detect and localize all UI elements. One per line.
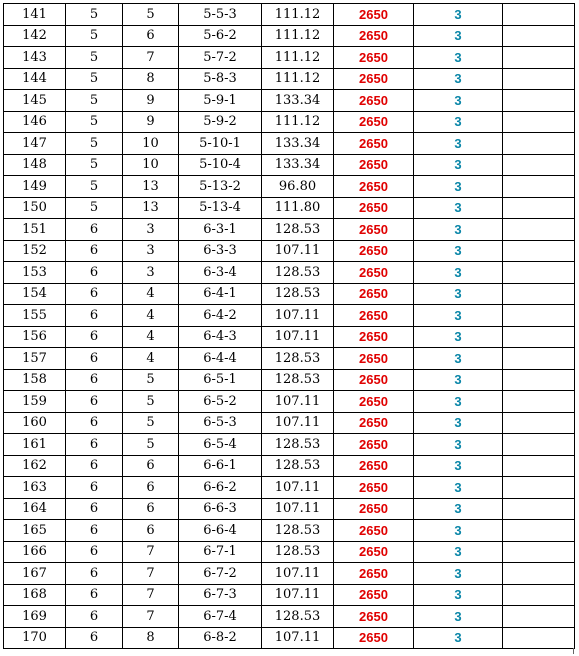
unit-code-cell: 6-5-1 [179, 369, 262, 391]
row-number-cell: 154 [4, 283, 66, 305]
building-cell: 6 [66, 520, 123, 542]
row-number-cell: 165 [4, 520, 66, 542]
building-cell: 6 [66, 262, 123, 284]
table-row [4, 90, 575, 112]
note-cell [503, 434, 575, 456]
row-number-cell: 157 [4, 348, 66, 370]
row-number-cell: 164 [4, 498, 66, 520]
building-cell: 5 [66, 197, 123, 219]
level-cell: 3 [414, 498, 503, 520]
level-cell: 3 [414, 477, 503, 499]
level-cell: 3 [414, 111, 503, 133]
table-row [4, 262, 575, 284]
note-cell [503, 498, 575, 520]
note-cell [503, 627, 575, 649]
price-cell: 2650 [334, 305, 414, 327]
unit-code-cell: 6-4-3 [179, 326, 262, 348]
price-cell: 2650 [334, 111, 414, 133]
row-number-cell: 159 [4, 391, 66, 413]
price-cell: 2650 [334, 606, 414, 628]
level-cell: 3 [414, 133, 503, 155]
floor-cell: 8 [123, 68, 179, 90]
table-row [4, 584, 575, 606]
area-cell: 128.53 [262, 434, 334, 456]
area-cell: 133.34 [262, 133, 334, 155]
unit-code-cell: 6-6-3 [179, 498, 262, 520]
level-cell: 3 [414, 47, 503, 69]
table-row [4, 477, 575, 499]
table-row [4, 197, 575, 219]
level-cell: 3 [414, 412, 503, 434]
row-number-cell: 143 [4, 47, 66, 69]
unit-table-body [4, 4, 575, 649]
area-cell: 128.53 [262, 262, 334, 284]
area-cell: 107.11 [262, 477, 334, 499]
level-cell: 3 [414, 25, 503, 47]
price-cell: 2650 [334, 563, 414, 585]
note-cell [503, 90, 575, 112]
level-cell: 3 [414, 68, 503, 90]
note-cell [503, 391, 575, 413]
row-number-cell: 151 [4, 219, 66, 241]
note-cell [503, 111, 575, 133]
floor-cell: 10 [123, 154, 179, 176]
table-row [4, 4, 575, 26]
level-cell: 3 [414, 391, 503, 413]
building-cell: 5 [66, 68, 123, 90]
note-cell [503, 219, 575, 241]
unit-table [3, 3, 575, 649]
price-cell: 2650 [334, 154, 414, 176]
unit-code-cell: 6-4-4 [179, 348, 262, 370]
note-cell [503, 176, 575, 198]
row-number-cell: 142 [4, 25, 66, 47]
level-cell: 3 [414, 240, 503, 262]
level-cell: 3 [414, 154, 503, 176]
level-cell: 3 [414, 455, 503, 477]
table-row [4, 627, 575, 649]
row-number-cell: 148 [4, 154, 66, 176]
building-cell: 6 [66, 606, 123, 628]
floor-cell: 6 [123, 477, 179, 499]
area-cell: 128.53 [262, 283, 334, 305]
row-number-cell: 152 [4, 240, 66, 262]
level-cell: 3 [414, 584, 503, 606]
unit-code-cell: 6-4-1 [179, 283, 262, 305]
level-cell: 3 [414, 219, 503, 241]
table-row [4, 606, 575, 628]
note-cell [503, 326, 575, 348]
price-cell: 2650 [334, 133, 414, 155]
unit-code-cell: 5-10-1 [179, 133, 262, 155]
level-cell: 3 [414, 305, 503, 327]
row-number-cell: 155 [4, 305, 66, 327]
building-cell: 6 [66, 477, 123, 499]
area-cell: 96.80 [262, 176, 334, 198]
table-row [4, 412, 575, 434]
row-number-cell: 162 [4, 455, 66, 477]
area-cell: 128.53 [262, 606, 334, 628]
row-number-cell: 169 [4, 606, 66, 628]
area-cell: 107.11 [262, 391, 334, 413]
building-cell: 5 [66, 47, 123, 69]
area-cell: 111.12 [262, 47, 334, 69]
level-cell: 3 [414, 4, 503, 26]
price-cell: 2650 [334, 455, 414, 477]
table-row [4, 391, 575, 413]
floor-cell: 8 [123, 627, 179, 649]
floor-cell: 3 [123, 219, 179, 241]
area-cell: 128.53 [262, 369, 334, 391]
row-number-cell: 161 [4, 434, 66, 456]
floor-cell: 7 [123, 47, 179, 69]
table-row [4, 520, 575, 542]
area-cell: 128.53 [262, 219, 334, 241]
table-row [4, 434, 575, 456]
building-cell: 6 [66, 326, 123, 348]
area-cell: 128.53 [262, 348, 334, 370]
floor-cell: 4 [123, 305, 179, 327]
level-cell: 3 [414, 369, 503, 391]
table-row [4, 455, 575, 477]
price-cell: 2650 [334, 434, 414, 456]
price-cell: 2650 [334, 369, 414, 391]
price-cell: 2650 [334, 498, 414, 520]
area-cell: 107.11 [262, 240, 334, 262]
building-cell: 6 [66, 563, 123, 585]
area-cell: 128.53 [262, 520, 334, 542]
area-cell: 107.11 [262, 498, 334, 520]
area-cell: 107.11 [262, 305, 334, 327]
area-cell: 107.11 [262, 412, 334, 434]
table-row [4, 240, 575, 262]
note-cell [503, 47, 575, 69]
table-row [4, 25, 575, 47]
unit-code-cell: 6-3-1 [179, 219, 262, 241]
note-cell [503, 68, 575, 90]
building-cell: 5 [66, 111, 123, 133]
unit-code-cell: 6-3-4 [179, 262, 262, 284]
price-cell: 2650 [334, 520, 414, 542]
building-cell: 5 [66, 154, 123, 176]
building-cell: 6 [66, 369, 123, 391]
row-number-cell: 145 [4, 90, 66, 112]
level-cell: 3 [414, 326, 503, 348]
row-number-cell: 160 [4, 412, 66, 434]
price-cell: 2650 [334, 4, 414, 26]
unit-code-cell: 6-3-3 [179, 240, 262, 262]
floor-cell: 5 [123, 369, 179, 391]
row-number-cell: 170 [4, 627, 66, 649]
unit-code-cell: 5-9-1 [179, 90, 262, 112]
building-cell: 6 [66, 627, 123, 649]
price-cell: 2650 [334, 262, 414, 284]
floor-cell: 3 [123, 262, 179, 284]
area-cell: 107.11 [262, 563, 334, 585]
price-cell: 2650 [334, 197, 414, 219]
level-cell: 3 [414, 541, 503, 563]
row-number-cell: 167 [4, 563, 66, 585]
price-cell: 2650 [334, 348, 414, 370]
floor-cell: 13 [123, 197, 179, 219]
unit-code-cell: 6-6-2 [179, 477, 262, 499]
floor-cell: 4 [123, 326, 179, 348]
price-cell: 2650 [334, 68, 414, 90]
unit-code-cell: 6-8-2 [179, 627, 262, 649]
row-number-cell: 141 [4, 4, 66, 26]
price-cell: 2650 [334, 584, 414, 606]
price-cell: 2650 [334, 391, 414, 413]
note-cell [503, 240, 575, 262]
unit-code-cell: 6-4-2 [179, 305, 262, 327]
floor-cell: 5 [123, 412, 179, 434]
note-cell [503, 25, 575, 47]
price-cell: 2650 [334, 25, 414, 47]
unit-code-cell: 6-5-3 [179, 412, 262, 434]
level-cell: 3 [414, 90, 503, 112]
level-cell: 3 [414, 434, 503, 456]
building-cell: 5 [66, 4, 123, 26]
unit-code-cell: 5-13-4 [179, 197, 262, 219]
floor-cell: 5 [123, 391, 179, 413]
floor-cell: 5 [123, 434, 179, 456]
floor-cell: 7 [123, 541, 179, 563]
row-number-cell: 166 [4, 541, 66, 563]
note-cell [503, 133, 575, 155]
note-cell [503, 520, 575, 542]
building-cell: 6 [66, 455, 123, 477]
table-row [4, 154, 575, 176]
floor-cell: 9 [123, 111, 179, 133]
note-cell [503, 412, 575, 434]
unit-code-cell: 5-8-3 [179, 68, 262, 90]
corner-mark [573, 648, 574, 654]
unit-code-cell: 6-6-4 [179, 520, 262, 542]
floor-cell: 4 [123, 348, 179, 370]
floor-cell: 5 [123, 4, 179, 26]
price-cell: 2650 [334, 541, 414, 563]
area-cell: 107.11 [262, 584, 334, 606]
row-number-cell: 158 [4, 369, 66, 391]
row-number-cell: 147 [4, 133, 66, 155]
price-cell: 2650 [334, 477, 414, 499]
table-row [4, 47, 575, 69]
note-cell [503, 606, 575, 628]
floor-cell: 10 [123, 133, 179, 155]
area-cell: 128.53 [262, 541, 334, 563]
building-cell: 6 [66, 541, 123, 563]
level-cell: 3 [414, 262, 503, 284]
price-cell: 2650 [334, 326, 414, 348]
table-row [4, 369, 575, 391]
area-cell: 111.80 [262, 197, 334, 219]
unit-code-cell: 6-7-3 [179, 584, 262, 606]
note-cell [503, 154, 575, 176]
area-cell: 128.53 [262, 455, 334, 477]
area-cell: 111.12 [262, 25, 334, 47]
price-cell: 2650 [334, 90, 414, 112]
row-number-cell: 153 [4, 262, 66, 284]
building-cell: 6 [66, 584, 123, 606]
floor-cell: 6 [123, 25, 179, 47]
price-cell: 2650 [334, 176, 414, 198]
building-cell: 5 [66, 25, 123, 47]
building-cell: 6 [66, 283, 123, 305]
price-cell: 2650 [334, 47, 414, 69]
level-cell: 3 [414, 606, 503, 628]
level-cell: 3 [414, 283, 503, 305]
note-cell [503, 541, 575, 563]
note-cell [503, 283, 575, 305]
price-cell: 2650 [334, 627, 414, 649]
table-row [4, 498, 575, 520]
floor-cell: 6 [123, 520, 179, 542]
price-cell: 2650 [334, 412, 414, 434]
price-cell: 2650 [334, 219, 414, 241]
building-cell: 6 [66, 305, 123, 327]
note-cell [503, 455, 575, 477]
row-number-cell: 150 [4, 197, 66, 219]
building-cell: 6 [66, 434, 123, 456]
unit-table-container [3, 3, 575, 649]
unit-code-cell: 6-7-2 [179, 563, 262, 585]
table-row [4, 326, 575, 348]
table-row [4, 176, 575, 198]
area-cell: 107.11 [262, 627, 334, 649]
note-cell [503, 584, 575, 606]
row-number-cell: 168 [4, 584, 66, 606]
unit-code-cell: 6-7-1 [179, 541, 262, 563]
area-cell: 133.34 [262, 90, 334, 112]
building-cell: 5 [66, 133, 123, 155]
row-number-cell: 144 [4, 68, 66, 90]
table-row [4, 133, 575, 155]
unit-code-cell: 5-6-2 [179, 25, 262, 47]
unit-code-cell: 5-10-4 [179, 154, 262, 176]
floor-cell: 9 [123, 90, 179, 112]
floor-cell: 7 [123, 563, 179, 585]
area-cell: 111.12 [262, 111, 334, 133]
table-row [4, 219, 575, 241]
table-row [4, 305, 575, 327]
price-cell: 2650 [334, 283, 414, 305]
row-number-cell: 156 [4, 326, 66, 348]
row-number-cell: 163 [4, 477, 66, 499]
floor-cell: 3 [123, 240, 179, 262]
floor-cell: 6 [123, 455, 179, 477]
building-cell: 5 [66, 90, 123, 112]
unit-code-cell: 5-5-3 [179, 4, 262, 26]
unit-code-cell: 6-5-4 [179, 434, 262, 456]
unit-code-cell: 6-7-4 [179, 606, 262, 628]
row-number-cell: 149 [4, 176, 66, 198]
level-cell: 3 [414, 627, 503, 649]
building-cell: 6 [66, 219, 123, 241]
table-row [4, 283, 575, 305]
building-cell: 6 [66, 498, 123, 520]
floor-cell: 13 [123, 176, 179, 198]
area-cell: 133.34 [262, 154, 334, 176]
area-cell: 107.11 [262, 326, 334, 348]
table-row [4, 111, 575, 133]
price-cell: 2650 [334, 240, 414, 262]
level-cell: 3 [414, 348, 503, 370]
note-cell [503, 477, 575, 499]
note-cell [503, 369, 575, 391]
unit-code-cell: 6-5-2 [179, 391, 262, 413]
note-cell [503, 262, 575, 284]
level-cell: 3 [414, 197, 503, 219]
building-cell: 6 [66, 391, 123, 413]
table-row [4, 348, 575, 370]
level-cell: 3 [414, 563, 503, 585]
note-cell [503, 197, 575, 219]
unit-code-cell: 5-13-2 [179, 176, 262, 198]
area-cell: 111.12 [262, 68, 334, 90]
floor-cell: 7 [123, 606, 179, 628]
table-row [4, 563, 575, 585]
row-number-cell: 146 [4, 111, 66, 133]
area-cell: 111.12 [262, 4, 334, 26]
building-cell: 6 [66, 240, 123, 262]
note-cell [503, 4, 575, 26]
table-row [4, 68, 575, 90]
note-cell [503, 305, 575, 327]
level-cell: 3 [414, 176, 503, 198]
building-cell: 5 [66, 176, 123, 198]
note-cell [503, 563, 575, 585]
level-cell: 3 [414, 520, 503, 542]
unit-code-cell: 5-7-2 [179, 47, 262, 69]
building-cell: 6 [66, 412, 123, 434]
unit-code-cell: 5-9-2 [179, 111, 262, 133]
floor-cell: 7 [123, 584, 179, 606]
note-cell [503, 348, 575, 370]
floor-cell: 6 [123, 498, 179, 520]
table-row [4, 541, 575, 563]
building-cell: 6 [66, 348, 123, 370]
unit-code-cell: 6-6-1 [179, 455, 262, 477]
floor-cell: 4 [123, 283, 179, 305]
